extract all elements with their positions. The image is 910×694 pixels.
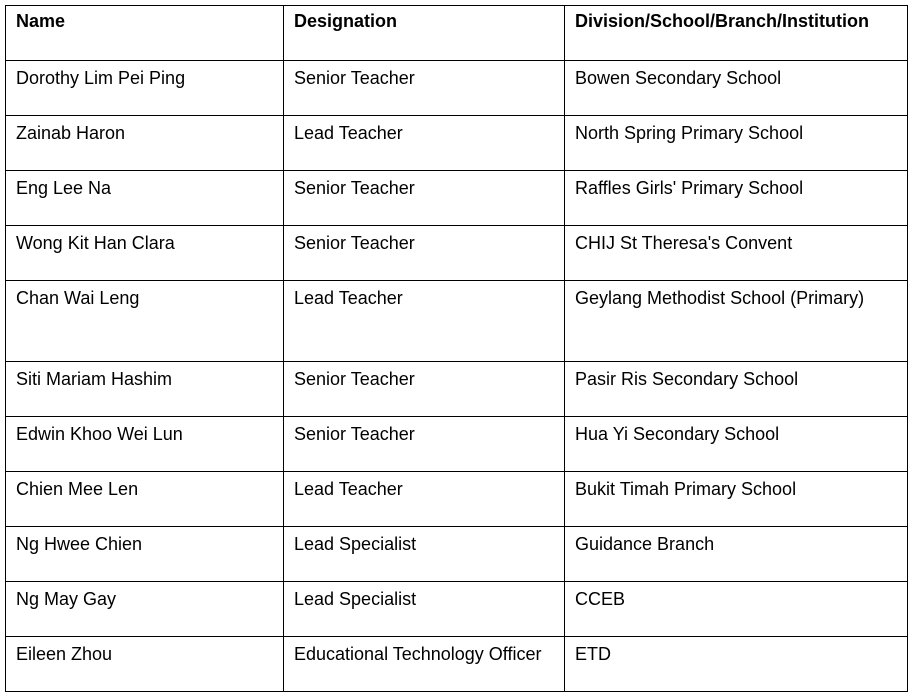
cell-name: Eileen Zhou [6,637,284,692]
header-designation: Designation [284,6,565,61]
cell-division: CCEB [565,582,908,637]
cell-name: Ng Hwee Chien [6,527,284,582]
table-row [6,226,908,281]
cell-designation: Senior Teacher [284,226,565,281]
table-row [6,171,908,226]
cell-division: Bukit Timah Primary School [565,472,908,527]
cell-name: Dorothy Lim Pei Ping [6,61,284,116]
cell-division: Hua Yi Secondary School [565,417,908,472]
cell-division: Bowen Secondary School [565,61,908,116]
table-row [6,116,908,171]
cell-division: ETD [565,637,908,692]
cell-designation: Senior Teacher [284,61,565,116]
cell-division: Geylang Methodist School (Primary) [565,281,908,362]
cell-designation: Senior Teacher [284,362,565,417]
table-row [6,582,908,637]
staff-table [5,5,908,692]
cell-division: Pasir Ris Secondary School [565,362,908,417]
cell-designation: Lead Teacher [284,116,565,171]
cell-division: Guidance Branch [565,527,908,582]
table-row [6,281,908,362]
cell-designation: Lead Teacher [284,472,565,527]
table-row [6,527,908,582]
cell-name: Wong Kit Han Clara [6,226,284,281]
cell-division: CHIJ St Theresa's Convent [565,226,908,281]
cell-name: Edwin Khoo Wei Lun [6,417,284,472]
cell-designation: Senior Teacher [284,171,565,226]
table-row [6,362,908,417]
table-row [6,417,908,472]
cell-name: Chan Wai Leng [6,281,284,362]
cell-name: Eng Lee Na [6,171,284,226]
cell-designation: Lead Specialist [284,527,565,582]
table-row [6,472,908,527]
header-division: Division/School/Branch/Institution [565,6,908,61]
cell-designation: Educational Technology Officer [284,637,565,692]
header-name: Name [6,6,284,61]
cell-designation: Lead Specialist [284,582,565,637]
table-row [6,637,908,692]
cell-name: Zainab Haron [6,116,284,171]
table-header-row [6,6,908,61]
cell-division: Raffles Girls' Primary School [565,171,908,226]
cell-division: North Spring Primary School [565,116,908,171]
cell-designation: Senior Teacher [284,417,565,472]
cell-name: Ng May Gay [6,582,284,637]
table-row [6,61,908,116]
cell-designation: Lead Teacher [284,281,565,362]
cell-name: Chien Mee Len [6,472,284,527]
cell-name: Siti Mariam Hashim [6,362,284,417]
